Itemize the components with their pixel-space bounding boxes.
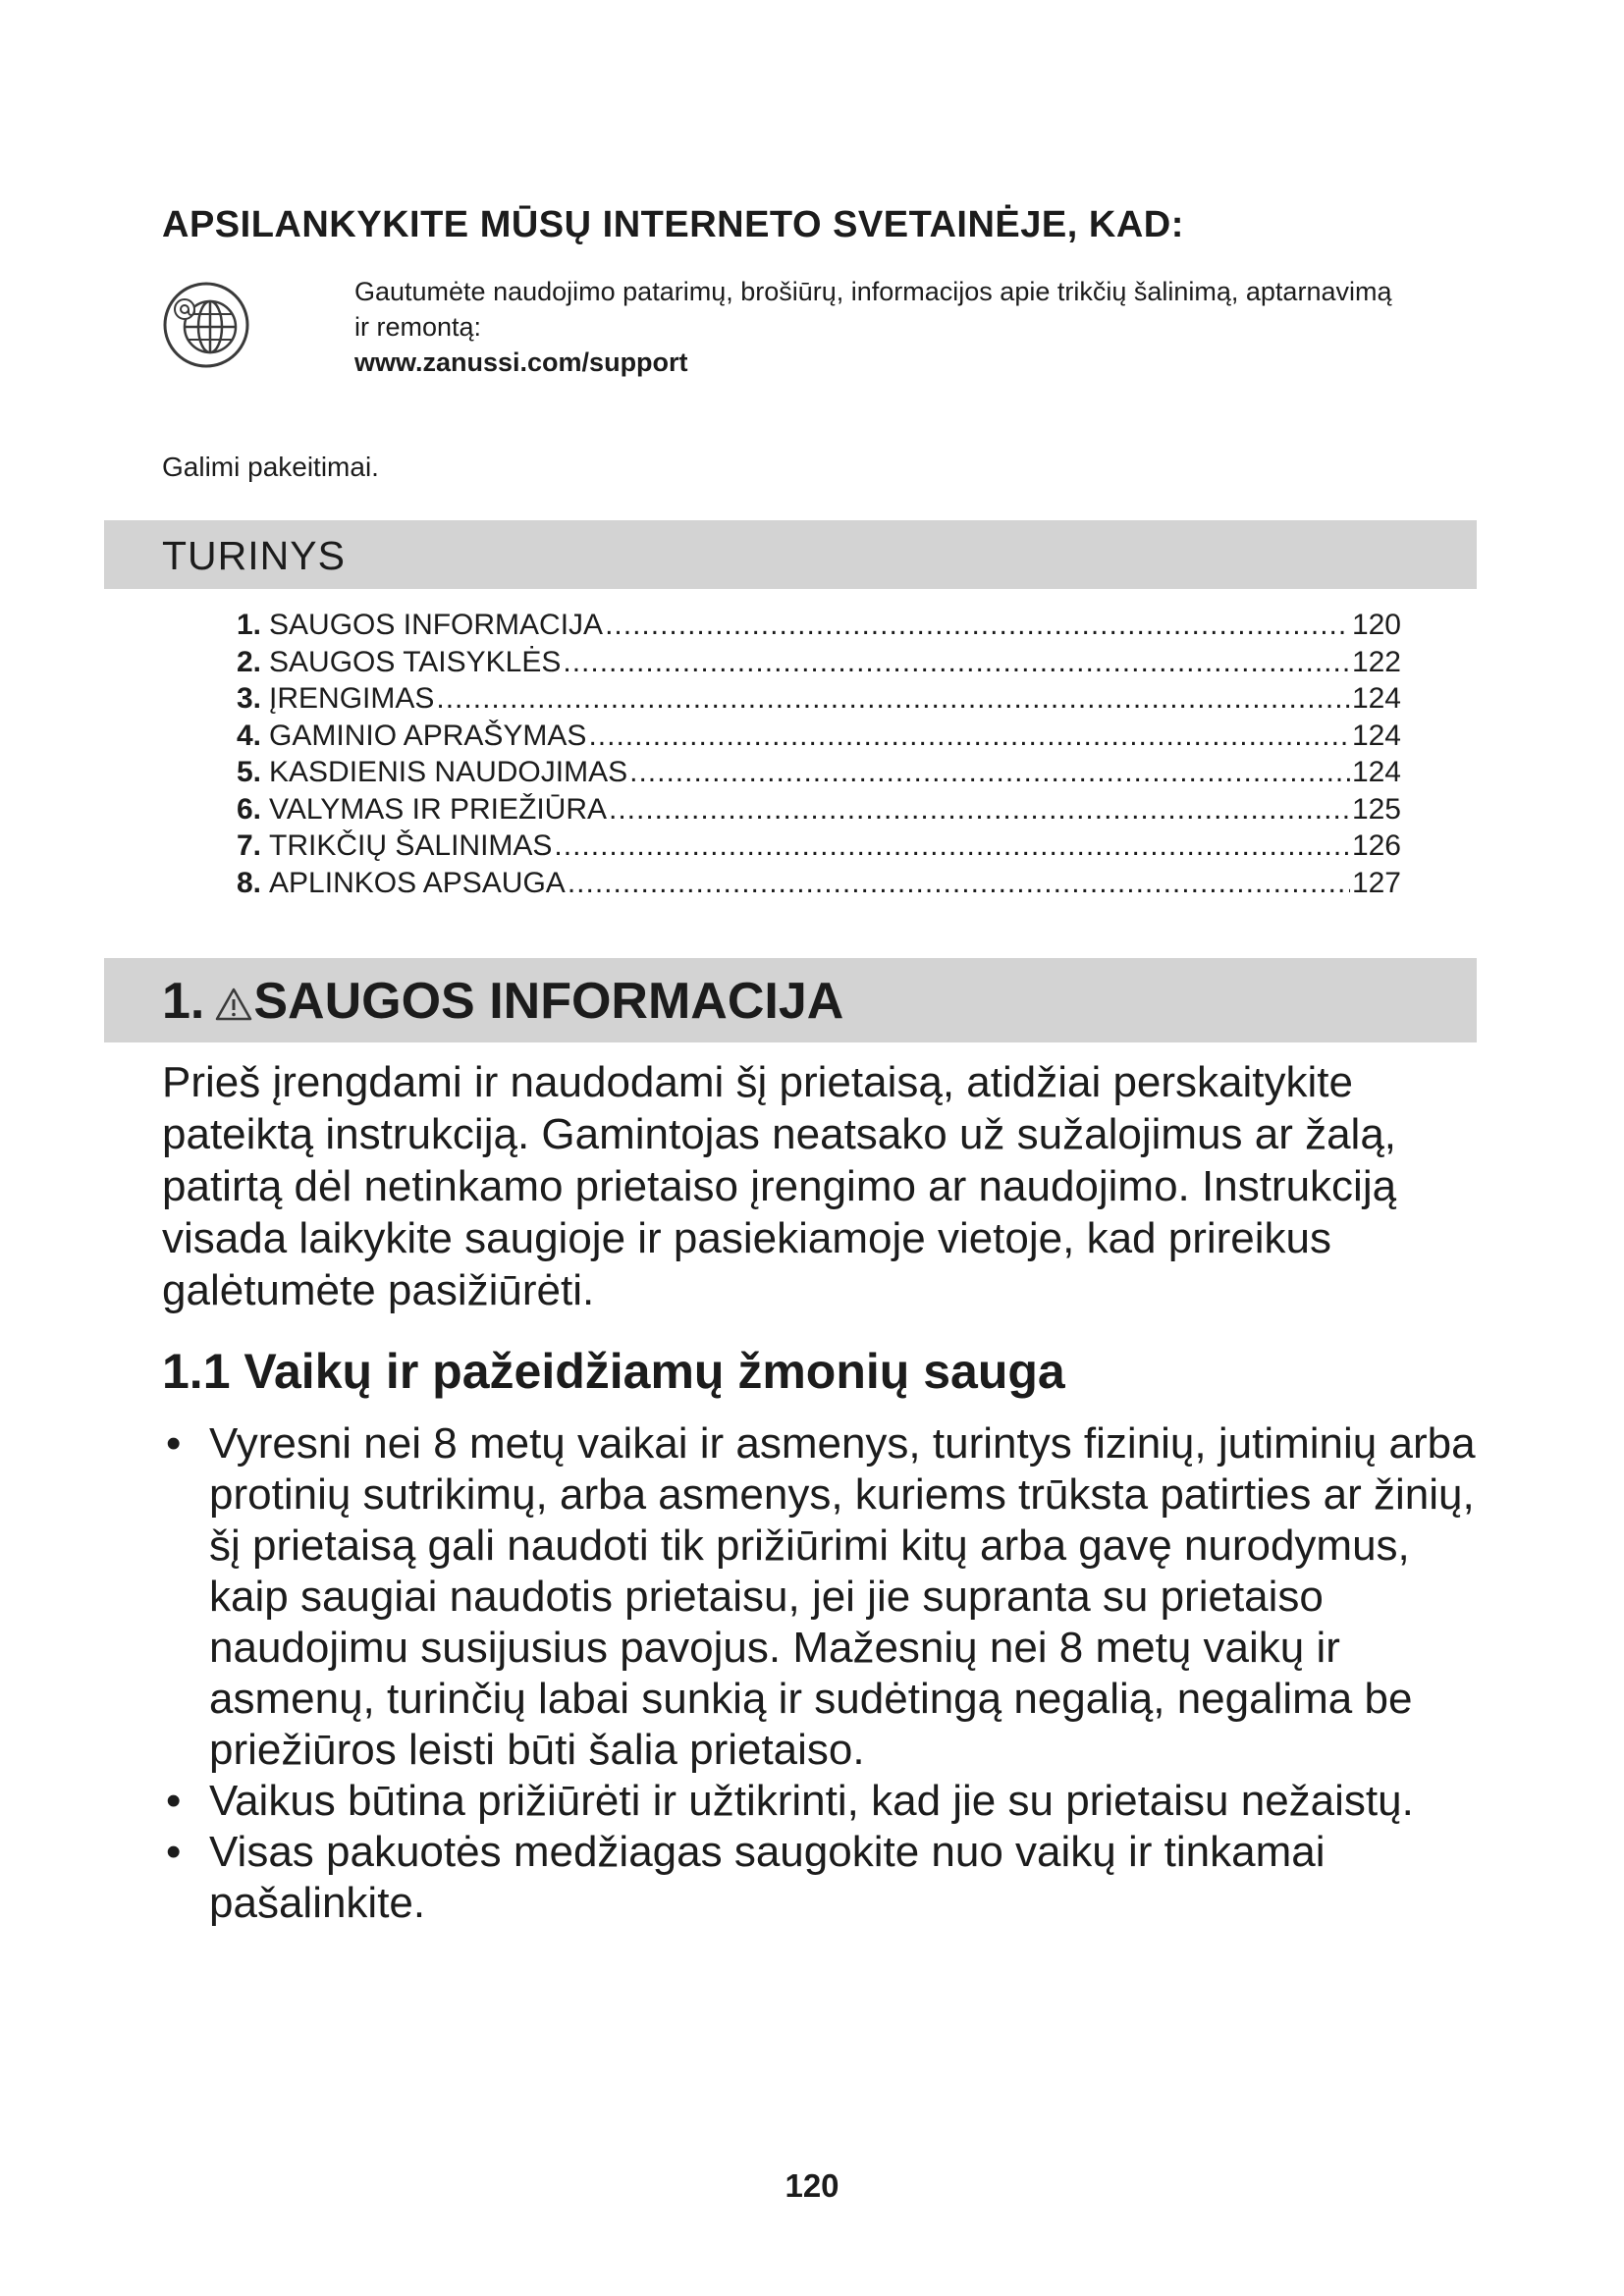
toc-leader (568, 867, 1350, 900)
table-of-contents (237, 609, 1401, 903)
bullet-icon: • (166, 1777, 182, 1825)
toc-item-label: GAMINIO APRAŠYMAS (269, 719, 587, 752)
toc-leader (605, 609, 1350, 642)
toc-leader (436, 682, 1350, 716)
visit-description (354, 274, 1395, 380)
toc-leader (563, 646, 1350, 679)
toc-item-page: 124 (1351, 756, 1401, 788)
toc-item-page: 127 (1351, 866, 1401, 899)
toc-item-label: SAUGOS INFORMACIJA (269, 609, 604, 641)
toc-item-number: 5. (237, 756, 262, 788)
bullet-icon: • (166, 1828, 182, 1876)
list-item-text: Visas pakuotės medžiagas saugokite nuo vaikų ir tinkamai pašalinkite. (209, 1828, 1326, 1927)
toc-title: TURINYS (162, 533, 346, 578)
changes-note: Galimi pakeitimai. (162, 452, 379, 482)
toc-item-page: 124 (1351, 719, 1401, 752)
list-item-text: Vyresni nei 8 metų vaikai ir asmenys, turintys fizinių, jutiminių arba protinių sutrikimų, arba asmenys, kuriems trūksta patirties ar žinių, šį prietaisą gali naudoti tik prižiūrimi kitų arba gavę nurodymus, kaip saugiai naudotis prietaisu, jei jie supranta su prietaiso naudojimu susijusius pavojus. Mažesnių nei 8 metų vaikų ir asmenų, turinčių labai sunkią ir sudėtingą negalią, negalima be priežiūros leisti būti šalia prietaiso. (209, 1419, 1476, 1774)
toc-item[interactable] (237, 793, 1401, 830)
warning-triangle-icon (214, 987, 253, 1022)
toc-item-label: VALYMAS IR PRIEŽIŪRA (269, 792, 607, 826)
toc-item[interactable] (237, 646, 1401, 683)
section-title-text: SAUGOS INFORMACIJA (253, 973, 844, 1030)
toc-item-label: APLINKOS APSAUGA (269, 866, 566, 899)
toc-item-number: 1. (237, 609, 262, 641)
toc-item-label: ĮRENGIMAS (269, 682, 435, 715)
visit-heading: APSILANKYKITE MŪSŲ INTERNETO SVETAINĖJE, KAD: (162, 204, 1184, 245)
toc-item[interactable] (237, 756, 1401, 793)
bullet-icon: • (166, 1419, 182, 1468)
toc-item[interactable] (237, 720, 1401, 757)
support-link[interactable]: www.zanussi.com/support (354, 347, 688, 377)
safety-bullet-list (162, 1418, 1497, 1929)
toc-leader (554, 829, 1350, 863)
page-number: 120 (785, 2167, 839, 2204)
toc-leader (609, 793, 1350, 827)
toc-item-number: 4. (237, 719, 262, 752)
toc-item-number: 8. (237, 866, 262, 899)
toc-item-page: 120 (1351, 609, 1401, 641)
toc-item[interactable] (237, 867, 1401, 904)
section-number: 1. (162, 973, 205, 1030)
toc-item-page: 126 (1351, 829, 1401, 862)
toc-item[interactable] (237, 609, 1401, 646)
safety-intro-paragraph: Prieš įrengdami ir naudodami šį prietaisą, atidžiai perskaitykite pateiktą instrukciją. Gamintojas neatsako už sužalojimus ar žalą, patirtą dėl netinkamo prietaiso įrengimo ar naudojimo. Instrukciją visada laikykite saugioje ir pasiekiamoje vietoje, kad prireikus galėtumėte pasižiūrėti. (162, 1058, 1397, 1314)
toc-leader (588, 720, 1349, 753)
toc-item-page: 124 (1351, 682, 1401, 715)
visit-text: Gautumėte naudojimo patarimų, brošiūrų, informacijos apie trikčių šalinimą, aptarnavimą ir remontą: (354, 277, 1392, 342)
toc-item-label: KASDIENIS NAUDOJIMAS (269, 756, 628, 788)
toc-item[interactable] (237, 682, 1401, 720)
subsection-title: 1.1 Vaikų ir pažeidžiamų žmonių sauga (162, 1344, 1065, 1399)
list-item (162, 1418, 1497, 1776)
list-item (162, 1776, 1497, 1827)
toc-item-number: 6. (237, 792, 262, 826)
toc-item-label: SAUGOS TAISYKLĖS (269, 645, 562, 678)
globe-at-icon (161, 280, 251, 370)
toc-leader (629, 756, 1350, 789)
toc-item[interactable] (237, 829, 1401, 867)
section-title (162, 972, 843, 1031)
toc-item-label: TRIKČIŲ ŠALINIMAS (269, 829, 553, 862)
list-item (162, 1827, 1497, 1929)
toc-item-page: 122 (1351, 645, 1401, 678)
toc-item-number: 7. (237, 829, 262, 862)
toc-item-number: 3. (237, 682, 262, 715)
toc-item-number: 2. (237, 645, 262, 678)
toc-item-page: 125 (1351, 792, 1401, 826)
list-item-text: Vaikus būtina prižiūrėti ir užtikrinti, kad jie su prietaisu nežaistų. (209, 1777, 1414, 1825)
